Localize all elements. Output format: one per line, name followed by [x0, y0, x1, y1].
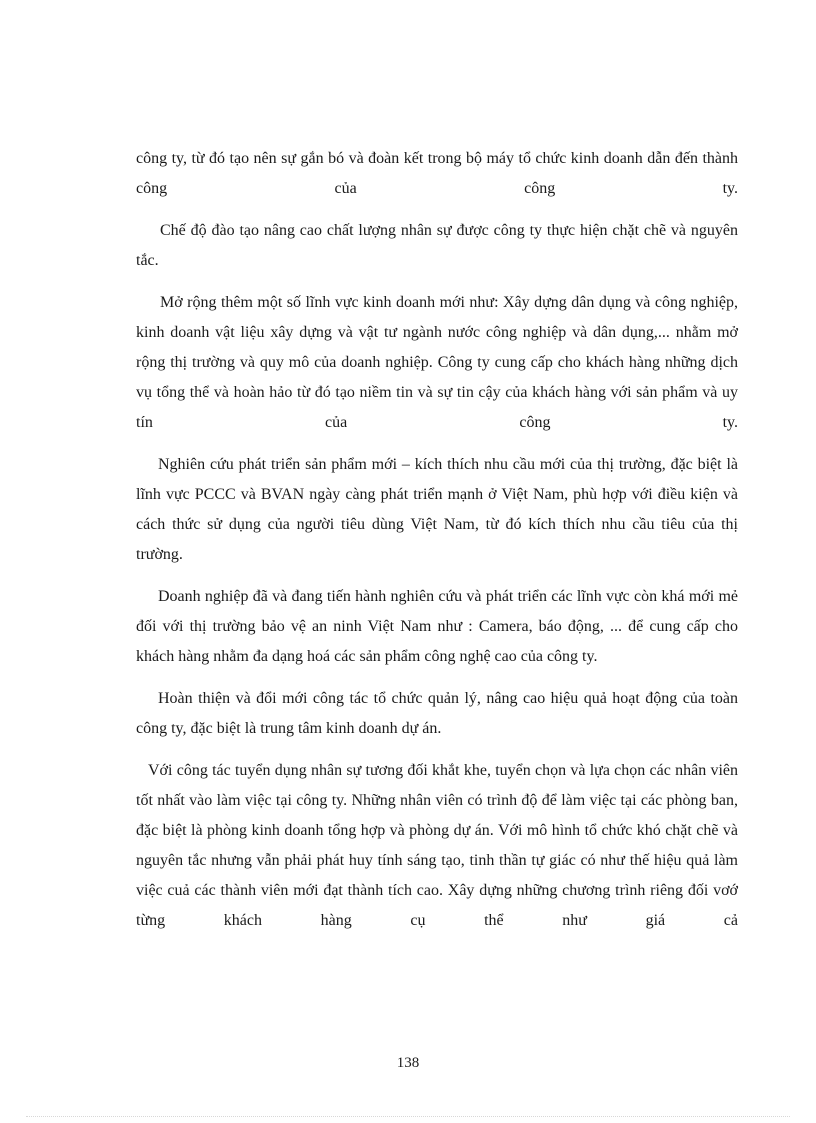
paragraph-4: Nghiên cứu phát triển sản phẩm mới – kích thích nhu cầu mới của thị trường, đặc biệt là lĩnh vực PCCC và BVAN ngày càng phát triển mạnh ở Việt Nam, phù hợp với điều kiện và cách thức sử dụng của người tiêu dùng Việt Nam, từ đó kích thích nhu cầu tiêu của thị trường. — [136, 456, 738, 563]
paragraph-1: công ty, từ đó tạo nên sự gắn bó và đoàn kết trong bộ máy tổ chức kinh doanh dẫn đến thành công của công ty. — [136, 150, 738, 197]
paragraph-3: Mở rộng thêm một số lĩnh vực kinh doanh mới như: Xây dựng dân dụng và công nghiệp, kinh doanh vật liệu xây dựng và vật tư ngành nước công nghiệp và dân dụng,... nhằm mở rộng thị trường và quy mô của doanh nghiệp. Công ty cung cấp cho khách hàng những dịch vụ tổng thể và hoàn hảo từ đó tạo niềm tin và sự tin cậy của khách hàng với sản phẩm và uy tín của công ty. — [136, 294, 738, 431]
page-content — [136, 144, 738, 948]
paragraph-2: Chế độ đào tạo nâng cao chất lượng nhân sự được công ty thực hiện chặt chẽ và nguyên tắc. — [136, 222, 738, 269]
paragraph-5: Doanh nghiệp đã và đang tiến hành nghiên cứu và phát triển các lĩnh vực còn khá mới mẻ đối với thị trường bảo vệ an ninh Việt Nam như : Camera, báo động, ... để cung cấp cho khách hàng nhằm đa dạng hoá các sản phẩm công nghệ cao của công ty. — [136, 588, 738, 665]
page-bottom-divider — [26, 1116, 790, 1117]
paragraph-7: Với công tác tuyển dụng nhân sự tương đối khắt khe, tuyển chọn và lựa chọn các nhân viên tốt nhất vào làm việc tại công ty. Những nhân viên có trình độ để làm việc tại các phòng ban, đặc biệt là phòng kinh doanh tổng hợp và phòng dự án. Với mô hình tổ chức khó chặt chẽ và nguyên tắc nhưng vẫn phải phát huy tính sáng tạo, tinh thần tự giác có như thế hiệu quả làm việc cuả các thành viên mới đạt thành tích cao. Xây dựng những chương trình riêng đối vơớ từng khách hàng cụ thể như giá cả — [136, 762, 738, 929]
paragraph-6: Hoàn thiện và đổi mới công tác tổ chức quản lý, nâng cao hiệu quả hoạt động của toàn công ty, đặc biệt là trung tâm kinh doanh dự án. — [136, 690, 738, 737]
page-number: 138 — [396, 1055, 420, 1071]
